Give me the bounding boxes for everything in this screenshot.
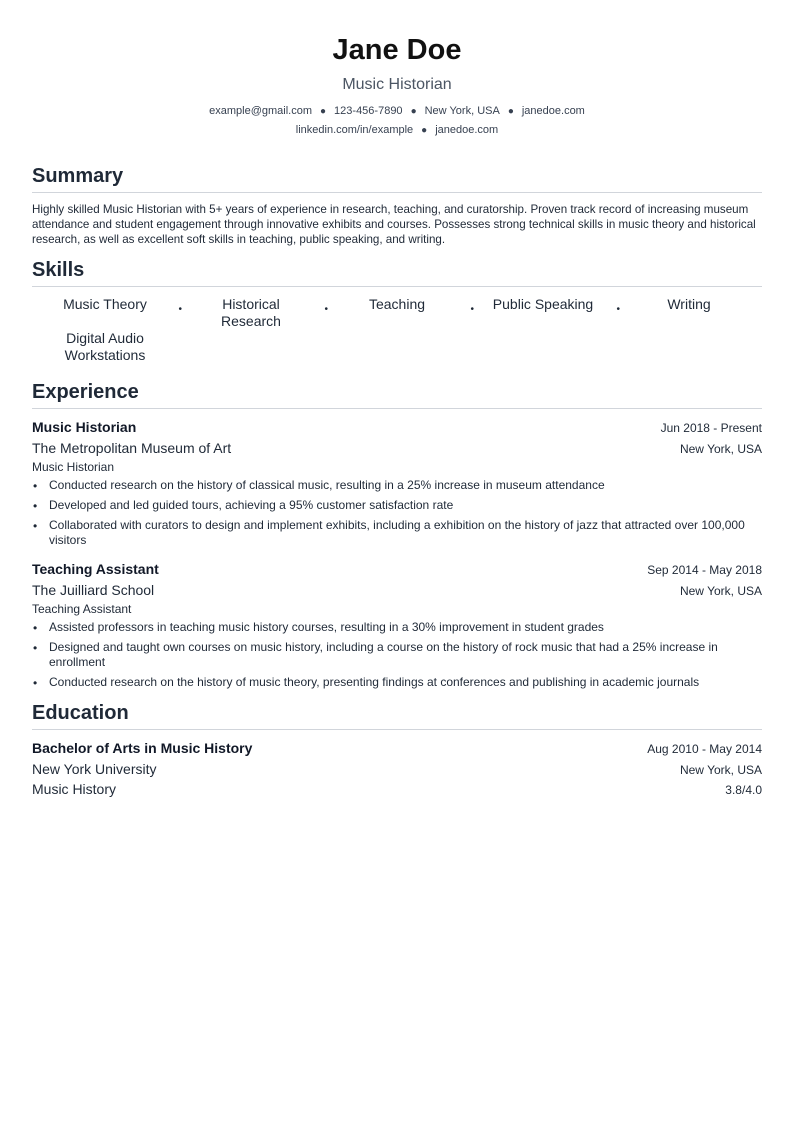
achievement-text: Conducted research on the history of classical music, resulting in a 25% increase in museum attendance [49, 478, 605, 492]
job-location: New York, USA [679, 442, 762, 456]
resume-page [32, 0, 762, 797]
contact-website[interactable]: janedoe.com [521, 105, 585, 117]
skill-label: Digital Audio Workstations [64, 330, 146, 363]
achievement-text: Conducted research on the history of music theory, presenting findings at conferences and publishing in academic journals [49, 675, 700, 689]
job-location: New York, USA [679, 584, 762, 598]
skill-item [616, 296, 762, 330]
skill-item [324, 296, 474, 330]
bullet-marker: • [33, 499, 38, 513]
experience-entry [32, 418, 762, 548]
skill-item [470, 296, 620, 330]
contact-phone[interactable]: 123-456-7890 [334, 105, 403, 117]
skill-separator: • [178, 304, 182, 315]
contact-separator: ● [410, 106, 417, 117]
job-role: Music Historian [32, 460, 115, 474]
contact-separator: ● [507, 106, 514, 117]
job-achievements [32, 620, 762, 690]
bullet-marker: • [33, 519, 38, 533]
contact-location: New York, USA [424, 105, 500, 117]
achievement-item [32, 640, 762, 670]
section-heading-education: Education [32, 701, 762, 730]
bullet-marker: • [33, 621, 38, 635]
job-title: Music Historian [32, 419, 137, 435]
skill-label: Writing [667, 296, 711, 312]
education-entry [32, 739, 762, 797]
contact-line-2 [32, 121, 762, 140]
school-name: New York University [32, 761, 157, 777]
achievement-item [32, 518, 762, 548]
achievement-item [32, 675, 762, 690]
education-dates: Aug 2010 - May 2014 [647, 742, 762, 756]
contact-line-1 [32, 102, 762, 121]
skill-separator: • [324, 304, 328, 315]
skill-label: Music Theory [63, 296, 147, 312]
achievement-text: Assisted professors in teaching music history courses, resulting in a 30% improvement in student grades [49, 620, 604, 634]
contact-linkedin[interactable]: linkedin.com/in/example [295, 124, 414, 136]
contact-separator: ● [320, 106, 327, 117]
job-title: Teaching Assistant [32, 561, 159, 577]
bullet-marker: • [33, 676, 38, 690]
candidate-name: Jane Doe [332, 34, 462, 66]
degree-title: Bachelor of Arts in Music History [32, 740, 253, 756]
contact-email[interactable]: example@gmail.com [209, 105, 312, 117]
field-of-study: Music History [32, 781, 117, 797]
job-dates: Sep 2014 - May 2018 [647, 563, 762, 577]
resume-header [32, 33, 762, 140]
achievement-item [32, 498, 762, 513]
skill-separator: • [616, 304, 620, 315]
skill-item [32, 296, 182, 330]
skill-item [178, 296, 328, 330]
skill-item [32, 330, 178, 364]
skill-label: Public Speaking [492, 296, 594, 312]
gpa-value: 3.8/4.0 [725, 783, 762, 797]
achievement-text: Designed and taught own courses on music history, including a course on the history of rock music that had a 25% increase in enrollment [49, 640, 718, 669]
skill-label: Teaching [368, 296, 426, 312]
candidate-title: Music Historian [342, 76, 452, 93]
summary-text: Highly skilled Music Historian with 5+ years of experience in research, teaching, and curatorship. Proven track record of increasing museum attendance and student engagement through innovative exhibits and courses. Possesses strong technical skills in music theory and historical research, as well as excellent soft skills in teaching, public speaking, and writing. [32, 203, 756, 246]
contact-separator: ● [421, 125, 428, 136]
job-dates: Jun 2018 - Present [660, 421, 762, 435]
experience-entry [32, 560, 762, 690]
skill-separator: • [470, 304, 474, 315]
skills-list [32, 296, 762, 364]
school-location: New York, USA [679, 763, 762, 777]
achievement-item [32, 478, 762, 493]
section-heading-summary: Summary [32, 164, 762, 193]
job-achievements [32, 478, 762, 548]
job-role: Teaching Assistant [32, 602, 132, 616]
section-heading-skills: Skills [32, 258, 762, 287]
bullet-marker: • [33, 479, 38, 493]
bullet-marker: • [33, 641, 38, 655]
job-organization: The Metropolitan Museum of Art [32, 440, 232, 456]
achievement-text: Collaborated with curators to design and implement exhibits, including a exhibition on the history of jazz that attracted over 100,000 visitors [49, 518, 745, 547]
section-heading-experience: Experience [32, 380, 762, 409]
skill-label: Historical Research [221, 296, 281, 329]
achievement-text: Developed and led guided tours, achieving a 95% customer satisfaction rate [49, 498, 454, 512]
contact-website-2[interactable]: janedoe.com [435, 124, 499, 136]
achievement-item [32, 620, 762, 635]
job-organization: The Juilliard School [32, 582, 155, 598]
